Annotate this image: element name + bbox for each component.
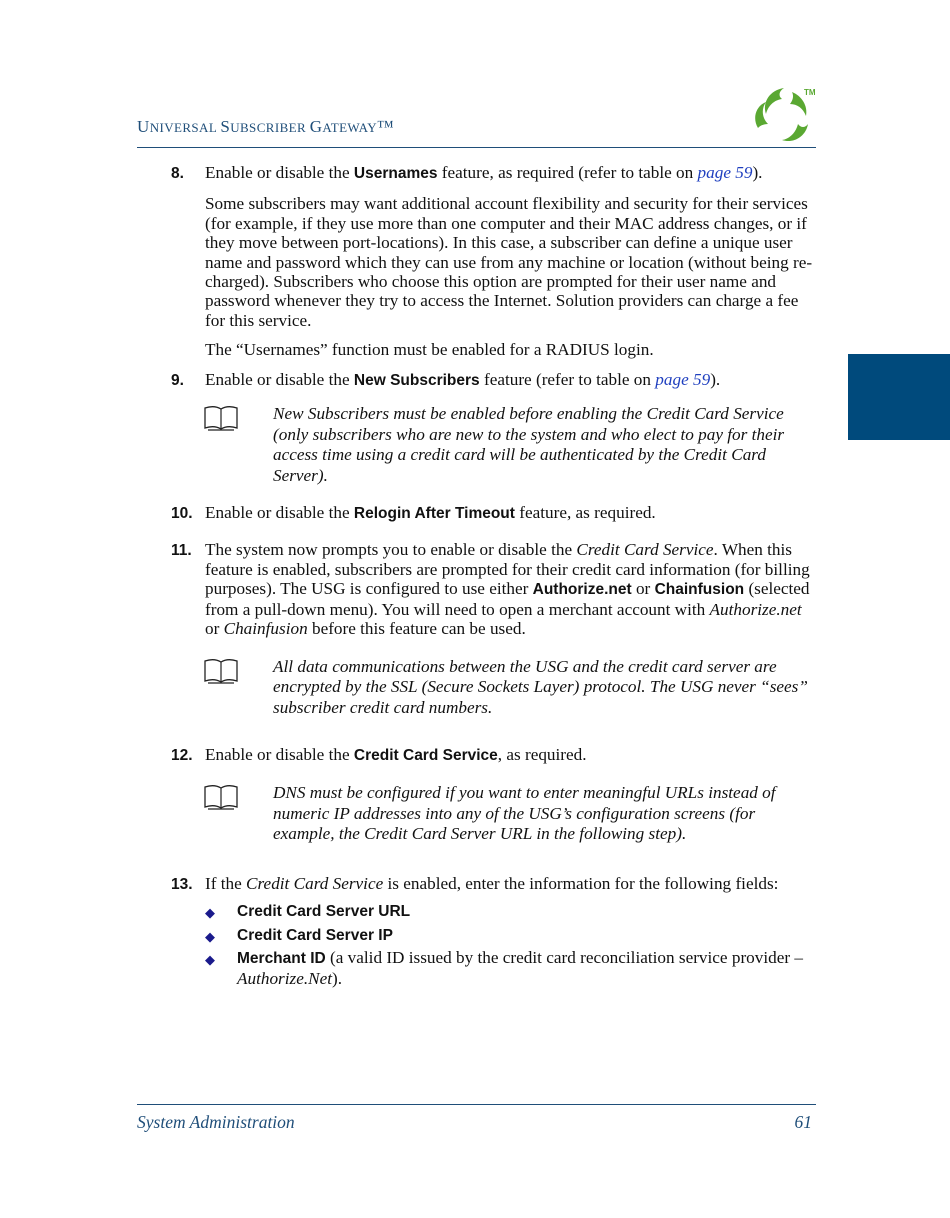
feature-name: New Subscribers (353, 371, 480, 389)
page-body (0, 163, 950, 991)
feature-name: Credit Card Service (353, 747, 498, 764)
header-title-part: S (220, 117, 231, 136)
footer-rule (137, 1104, 816, 1105)
header-rule (137, 147, 816, 148)
note-ssl: All data communications between the USG and the credit card server are encrypted by the SSL (Secure Sockets Layer) protocol. The USG never “sees” subscriber credit card numbers. (273, 657, 818, 719)
step-8 (171, 163, 813, 360)
svg-text:TM: TM (804, 88, 816, 97)
usernames-description: Some subscribers may want additional account flexibility and security for their services (for example, if they use more than one computer and their MAC address changes, or if they move between port-locations). In this case, a subscriber can define a unique user name and password which they can use from any machine or location (without being re-charged). Subscribers who choose this option are prompted for their user name and password whenever they try to access the Internet. Solution providers can charge a fee for this service. (205, 194, 813, 330)
diamond-bullet-icon: ◆ (205, 929, 215, 945)
step-10 (171, 503, 813, 523)
step-11-text: The system now prompts you to enable or disable the Credit Card Service. When this feature is enabled, subscribers are prompted for their credit card information (for billing purposes). The USG is configured to use either Authorize.net or Chainfusion (selected from a pull-down menu). You will need to open a merchant account with Authorize.net or Chainfusion before this feature can be used. (205, 540, 810, 639)
step-9 (171, 369, 813, 390)
step-8-text: Enable or disable the Usernames feature, as required (refer to table on page 59). (205, 163, 763, 182)
header-title-part: G (309, 117, 323, 136)
note-new-subscribers: New Subscribers must be enabled before enabling the Credit Card Service (only subscribers who are new to the system and who elect to pay for their access time using a credit card will be authenticated by the Credit Card Server). (273, 404, 818, 486)
step-13 (171, 873, 813, 988)
header-title-part: ATEWAY (322, 120, 378, 135)
header-title-part: ™ (377, 117, 395, 136)
header-title-part: U (137, 117, 150, 136)
step-number: 12. (171, 747, 193, 764)
book-icon (203, 404, 239, 432)
diamond-bullet-icon: ◆ (205, 953, 215, 969)
step-number: 8. (171, 165, 184, 182)
step-13-text: If the Credit Card Service is enabled, enter the information for the following fields: (205, 873, 779, 893)
page-number: 61 (794, 1112, 812, 1132)
step-12 (171, 745, 813, 765)
radius-note: The “Usernames” function must be enabled for a RADIUS login. (205, 340, 654, 360)
step-11 (171, 540, 813, 639)
header-title-part: UBSCRIBER (230, 120, 310, 135)
page-link[interactable]: page 59 (655, 369, 711, 389)
usg-swirl-logo-icon (748, 84, 820, 146)
list-item: ◆ Credit Card Server IP (169, 925, 813, 945)
feature-name: Relogin After Timeout (353, 505, 515, 523)
page-link[interactable]: page 59 (697, 163, 753, 182)
step-9-text: Enable or disable the New Subscribers feature (refer to table on page 59). (205, 369, 721, 389)
list-item: ◆ Merchant ID (a valid ID issued by the credit card reconciliation service provider – Authorize.Net). (205, 948, 803, 988)
step-number: 9. (171, 371, 184, 389)
list-item: ◆ Credit Card Server URL (169, 901, 813, 921)
feature-name: Usernames (353, 165, 438, 182)
header-title (137, 117, 394, 137)
book-icon (203, 783, 239, 811)
step-10-text: Enable or disable the Relogin After Timeout feature, as required. (205, 503, 656, 523)
footer-section-title: System Administration (137, 1112, 295, 1132)
field-list (169, 901, 813, 988)
step-number: 10. (171, 505, 193, 523)
book-icon (203, 657, 239, 685)
step-number: 13. (171, 875, 193, 893)
note-dns: DNS must be configured if you want to enter meaningful URLs instead of numeric IP addresses into any of the USG’s configuration screens (for example, the Credit Card Server URL in the following step). (273, 783, 818, 845)
step-12-text: Enable or disable the Credit Card Service, as required. (205, 745, 587, 764)
diamond-bullet-icon: ◆ (205, 906, 215, 922)
header-title-part: NIVERSAL (149, 120, 221, 135)
step-number: 11. (171, 542, 192, 560)
